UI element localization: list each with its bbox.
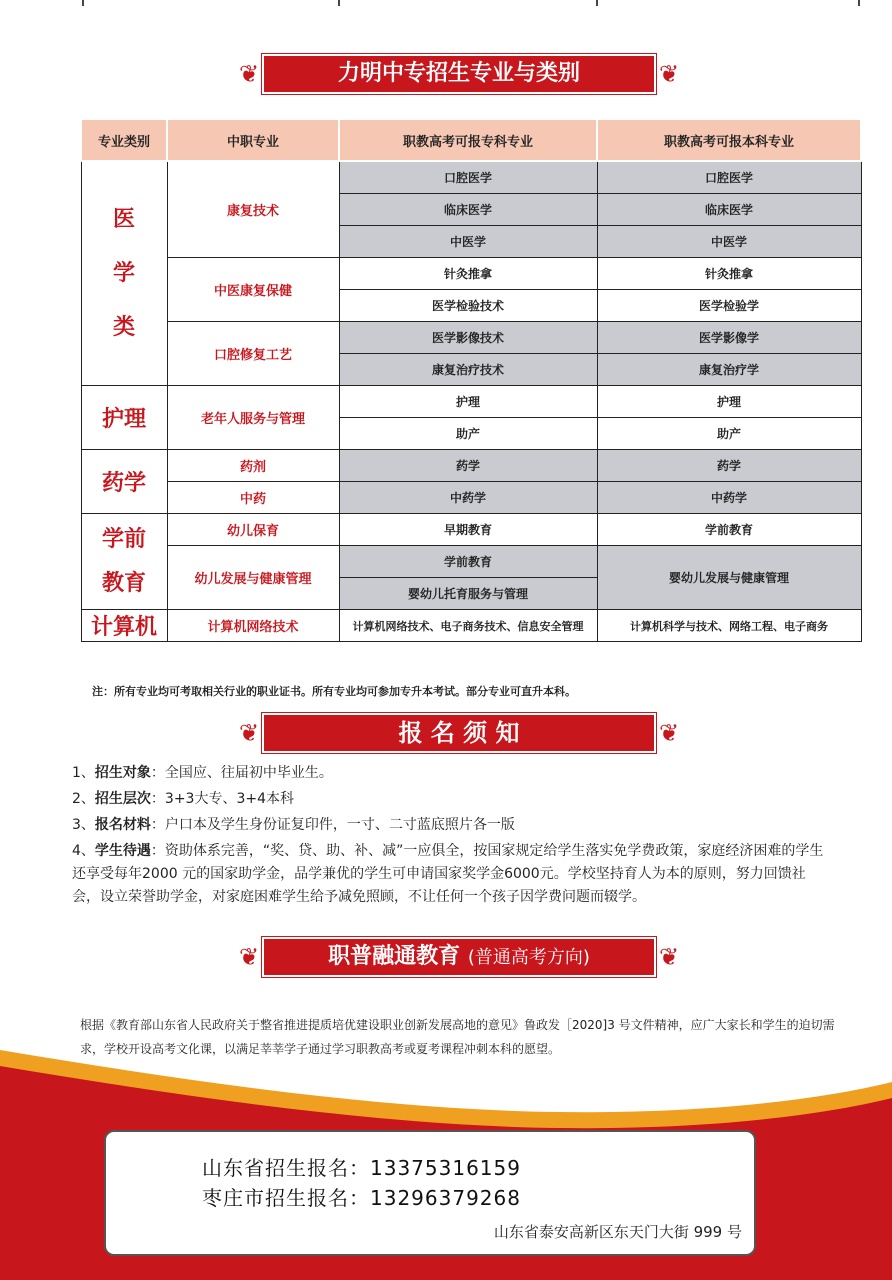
- zhuanke-cell: 临床医学: [339, 194, 597, 226]
- ornament-left-icon: ❦: [238, 943, 260, 971]
- policy-paragraph: 根据《教育部山东省人民政府关于整省推进提质培优建设职业创新发展高地的意见》鲁政发［2020]3 号文件精神，应广大家长和学生的迫切需求，学校开设高考文化课，以满足莘莘学子通过学习职教高考或夏考课程冲刺本科的愿望。: [80, 1018, 835, 1056]
- table-row: [81, 386, 861, 418]
- table-row: [81, 482, 861, 514]
- zhuanke-cell: 口腔医学: [339, 161, 597, 194]
- table-row: [81, 514, 861, 546]
- category-preschool: 学前 教育: [81, 514, 167, 610]
- benke-cell: 婴幼儿发展与健康管理: [597, 546, 861, 610]
- zhongzhi-cell: 药剂: [167, 450, 339, 482]
- ornament-right-icon: ❦: [658, 943, 680, 971]
- zhuanke-cell: 助产: [339, 418, 597, 450]
- ornament-left-icon: ❦: [238, 719, 260, 747]
- ornament-right-icon: ❦: [658, 60, 680, 88]
- table-header-row: [81, 119, 861, 161]
- zhongzhi-cell: 口腔修复工艺: [167, 322, 339, 386]
- zhuanke-cell: 医学影像技术: [339, 322, 597, 354]
- benke-cell: 临床医学: [597, 194, 861, 226]
- table-row: [81, 258, 861, 290]
- fusion-banner: [236, 935, 682, 979]
- benke-cell: 护理: [597, 386, 861, 418]
- zhuanke-cell: 护理: [339, 386, 597, 418]
- contact-address: 山东省泰安高新区东天门大街 999 号: [493, 1223, 742, 1241]
- contact-line-zaozhuang: 枣庄市招生报名：13296379268: [202, 1186, 521, 1210]
- category-computer: 计算机: [81, 610, 167, 642]
- zhuanke-cell: 早期教育: [339, 514, 597, 546]
- zhuanke-cell: 康复治疗技术: [339, 354, 597, 386]
- majors-banner-title: 力明中专招生专业与类别: [337, 61, 580, 86]
- table-row: [81, 161, 861, 194]
- notice-banner: [236, 711, 682, 755]
- category-pharmacy: 药学: [81, 450, 167, 514]
- benke-cell: 计算机科学与技术、网络工程、电子商务: [597, 610, 861, 642]
- benke-cell: 中药学: [597, 482, 861, 514]
- majors-banner: [236, 52, 682, 96]
- benke-cell: 康复治疗学: [597, 354, 861, 386]
- zhuanke-cell: 针灸推拿: [339, 258, 597, 290]
- zhuanke-cell: 计算机网络技术、电子商务技术、信息安全管理: [339, 610, 597, 642]
- table-row: [81, 546, 861, 578]
- ornament-left-icon: ❦: [238, 60, 260, 88]
- requirement-item: 3、报名材料：户口本及学生身份证复印件，一寸、二寸蓝底照片各一版: [72, 817, 515, 833]
- zhuanke-cell: 药学: [339, 450, 597, 482]
- majors-table: [80, 118, 862, 642]
- requirement-item: 1、招生对象：全国应、往届初中毕业生。: [72, 765, 333, 781]
- zhuanke-cell: 婴幼儿托育服务与管理: [339, 578, 597, 610]
- category-medical: 医 学 类: [81, 161, 167, 386]
- fusion-banner-title: 职普融通教育 (普通高考方向): [328, 944, 590, 969]
- benke-cell: 医学检验学: [597, 290, 861, 322]
- zhongzhi-cell: 幼儿发展与健康管理: [167, 546, 339, 610]
- benke-cell: 助产: [597, 418, 861, 450]
- header-zhongzhi: 中职专业: [167, 119, 339, 161]
- benke-cell: 药学: [597, 450, 861, 482]
- table-row: [81, 322, 861, 354]
- requirement-item: 2、招生层次：3+3大专、3+4本科: [72, 791, 295, 807]
- ornament-right-icon: ❦: [658, 719, 680, 747]
- category-nursing: 护理: [81, 386, 167, 450]
- zhuanke-cell: 中医学: [339, 226, 597, 258]
- zhongzhi-cell: 老年人服务与管理: [167, 386, 339, 450]
- table-note: 注：所有专业均可考取相关行业的职业证书。所有专业均可参加专升本考试。部分专业可直升本科。: [92, 685, 576, 698]
- zhongzhi-cell: 计算机网络技术: [167, 610, 339, 642]
- benke-cell: 医学影像学: [597, 322, 861, 354]
- benke-cell: 中医学: [597, 226, 861, 258]
- table-row: [81, 610, 861, 642]
- zhongzhi-cell: 中药: [167, 482, 339, 514]
- zhongzhi-cell: 中医康复保健: [167, 258, 339, 322]
- benke-cell: 学前教育: [597, 514, 861, 546]
- header-zhuanke: 职教高考可报专科专业: [339, 119, 597, 161]
- contact-line-shandong: 山东省招生报名：13375316159: [202, 1156, 521, 1180]
- benke-cell: 针灸推拿: [597, 258, 861, 290]
- header-benke: 职教高考可报本科专业: [597, 119, 861, 161]
- benke-cell: 口腔医学: [597, 161, 861, 194]
- notice-banner-title: 报 名 须 知: [398, 719, 520, 747]
- requirement-item: 4、学生待遇：资助体系完善，“奖、贷、助、补、减”一应俱全，按国家规定给学生落实免学费政策，家庭经济困难的学生还享受每年2000 元的国家助学金，品学兼优的学生可申请国家奖学金6000元。学校坚持育人为本的原则，努力回馈社会，设立荣誉助学金，对家庭困难学生给予减免照顾，不让任何一个孩子因学费问题而辍学。: [72, 843, 824, 905]
- zhongzhi-cell: 幼儿保育: [167, 514, 339, 546]
- top-divider-line: [0, 0, 892, 6]
- zhuanke-cell: 中药学: [339, 482, 597, 514]
- table-row: [81, 450, 861, 482]
- contact-card: [104, 1130, 756, 1256]
- zhuanke-cell: 医学检验技术: [339, 290, 597, 322]
- header-category: 专业类别: [81, 119, 167, 161]
- zhuanke-cell: 学前教育: [339, 546, 597, 578]
- zhongzhi-cell: 康复技术: [167, 161, 339, 258]
